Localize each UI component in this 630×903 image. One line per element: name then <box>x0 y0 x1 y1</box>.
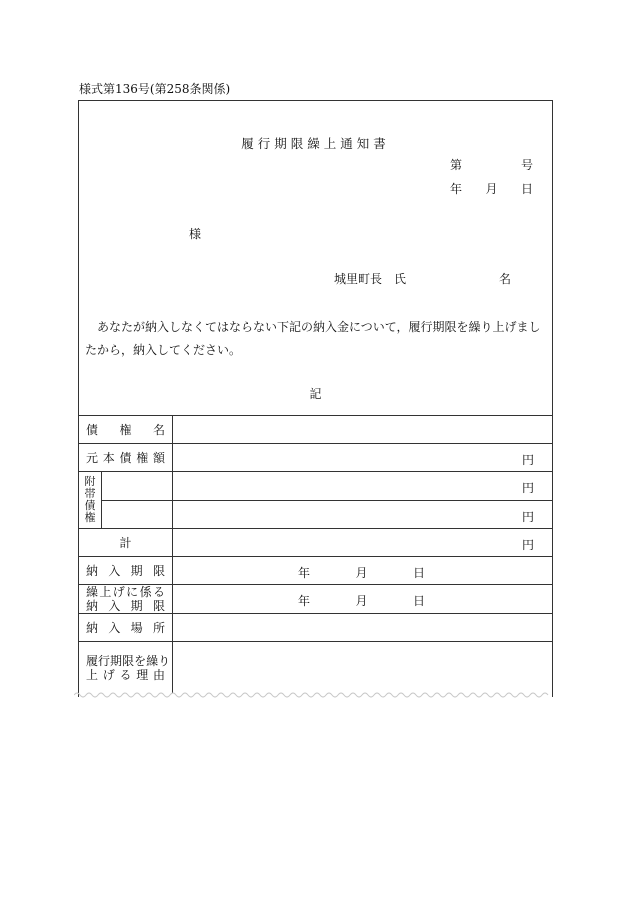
label-reason <box>79 642 173 693</box>
row-payment-place <box>79 613 552 641</box>
issuer-title: 城里町長 氏 <box>334 272 407 286</box>
details-table <box>79 415 552 693</box>
ancillary-name-cell <box>102 500 173 528</box>
document-number <box>450 156 533 173</box>
ancillary-amount-cell <box>173 500 552 529</box>
yen-unit: 円 <box>521 538 534 552</box>
label-ancillary <box>79 472 102 528</box>
label-payment-place <box>79 614 173 641</box>
form-number-caption: 様式第136号(第258条関係) <box>79 82 231 96</box>
row-due-date <box>79 556 552 584</box>
date-month: 月 <box>485 182 498 196</box>
vertical-label-text: 附 帯 債 権 <box>84 475 96 524</box>
row-advanced-due-date <box>79 584 552 613</box>
row-reason <box>79 641 552 693</box>
document-title: 履行期限繰上通知書 <box>241 136 390 151</box>
date-year: 年 <box>450 182 463 196</box>
number-suffix: 号 <box>520 158 533 172</box>
wavy-cut-line <box>74 690 554 700</box>
row-principal <box>79 443 552 471</box>
ancillary-amount-cell <box>173 472 552 500</box>
label-text: 納 入 場 所 <box>86 620 165 635</box>
label-advanced-due-date <box>79 585 173 613</box>
row-total <box>79 528 552 556</box>
label-text: 上 げ る 理 由 <box>86 667 165 682</box>
document-date <box>450 180 533 197</box>
yen-unit: 円 <box>521 510 534 524</box>
label-text: 元 本 債 権 額 <box>86 450 165 465</box>
advanced-date-ymd: 年 月 日 <box>298 594 425 608</box>
label-text: 債 権 名 <box>86 422 165 437</box>
addressee-suffix: 様 <box>189 227 202 241</box>
label-principal <box>79 444 173 471</box>
label-total: 計 <box>79 529 173 556</box>
notice-body: あなたが納入しなくてはならない下記の納入金について，履行期限を繰り上げましたから，納入してください。 <box>85 320 541 357</box>
label-text: 履 行 期 限 を 繰 り <box>86 653 171 668</box>
notice-form <box>78 100 553 697</box>
label-claim-name <box>79 416 173 443</box>
label-text: 納 入 期 限 <box>86 599 165 613</box>
yen-unit: 円 <box>521 453 534 467</box>
issuer-name-char: 名 <box>499 272 512 286</box>
label-text: 繰 上 げ に 係 る <box>86 585 165 599</box>
ancillary-name-cell <box>102 472 173 500</box>
label-due-date <box>79 557 173 584</box>
label-text: 納 入 期 限 <box>86 563 165 578</box>
due-date-ymd: 年 月 日 <box>298 566 425 580</box>
ancillary-claims-group <box>79 471 552 528</box>
row-claim-name <box>79 415 552 443</box>
date-day: 日 <box>520 182 533 196</box>
ki-heading: 記 <box>309 387 322 401</box>
yen-unit: 円 <box>521 481 534 495</box>
number-prefix: 第 <box>450 158 463 172</box>
